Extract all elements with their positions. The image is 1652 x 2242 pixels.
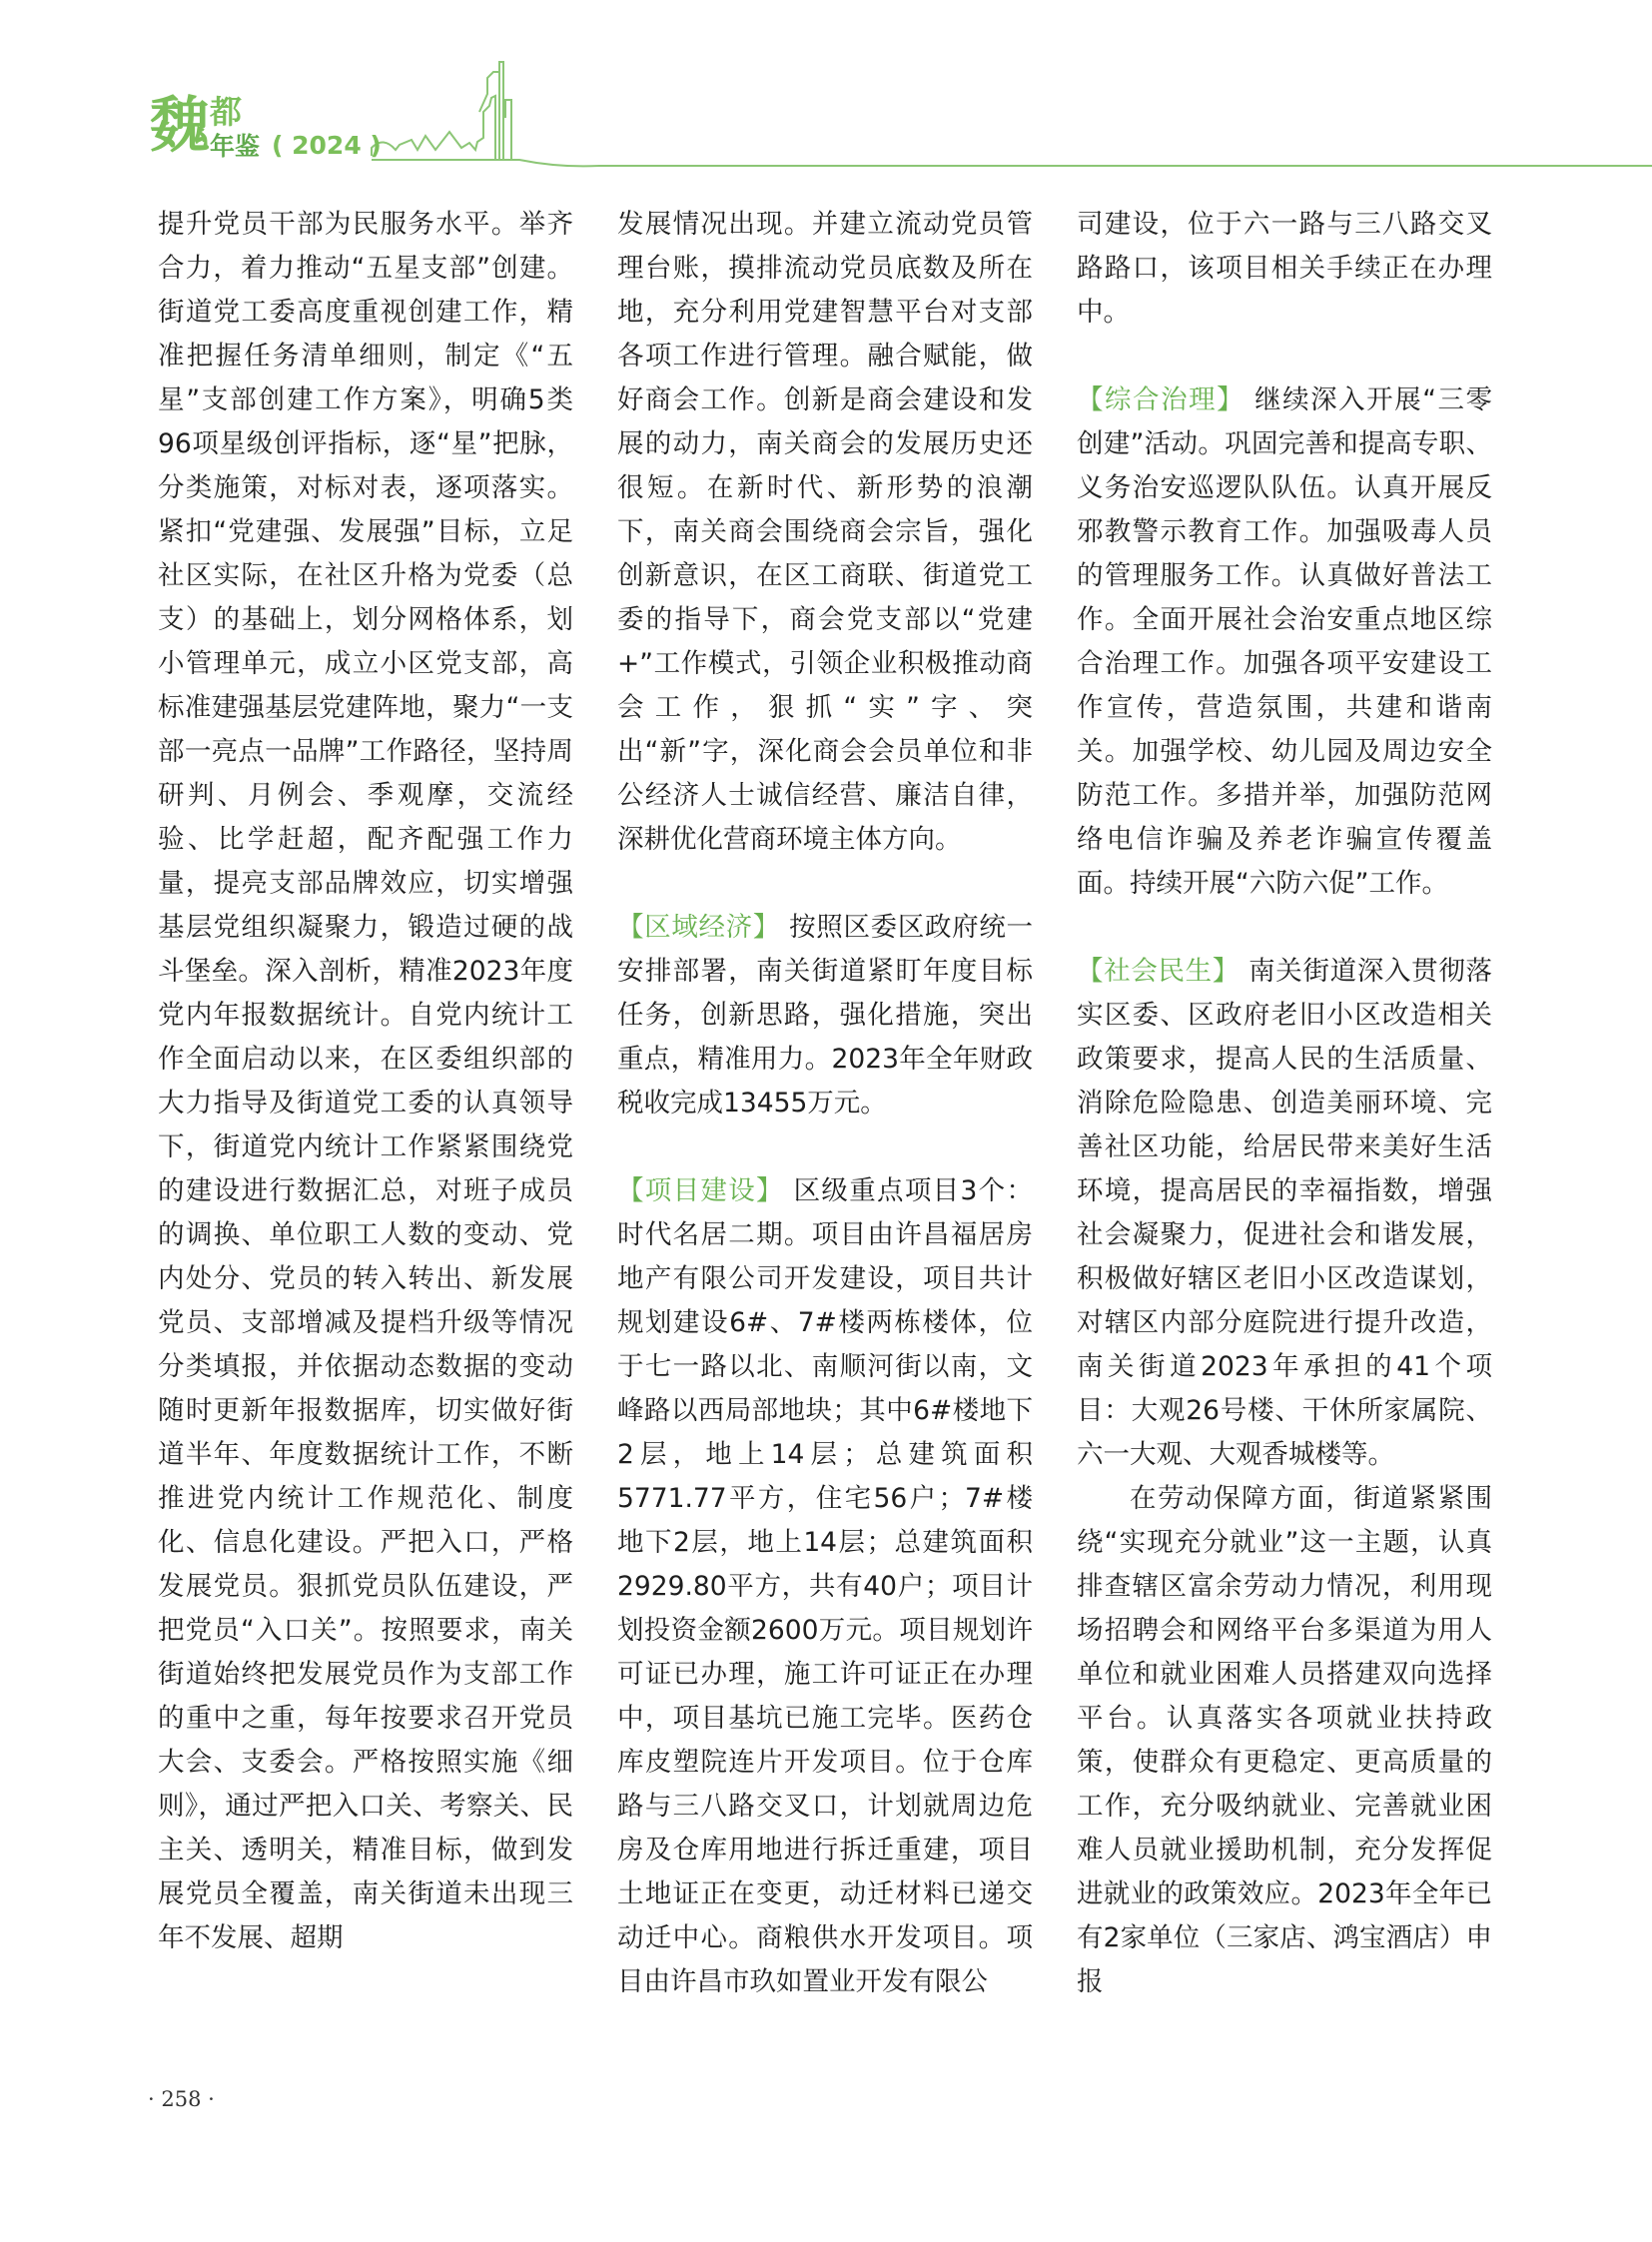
brand-wei-character: 魏 xyxy=(150,91,210,161)
section-text-comprehensive-governance: 继续深入开展“三零创建”活动。巩固完善和提高专职、义务治安巡逻队队伍。认真开展反邪教警示教育工作。加强吸毒人员的管理服务工作。认真做好普法工作。全面开展社会治安重点地区综合治理工作。加强各项平安建设工作宣传，营造氛围，共建和谐南关。加强学校、幼儿园及周边安全防范工作。多措并举，加强防范网络电信诈骗及养老诈骗宣传覆盖面。持续开展“六防六促”工作。 xyxy=(1077,384,1492,899)
section-text-project-construction: 区级重点项目3个：时代名居二期。项目由许昌福居房地产有限公司开发建设，项目共计规划建设6#、7#楼两栋楼体，位于七一路以北、南顺河街以南，文峰路以西局部地块；其中6#楼地下2层，地上14层；总建筑面积5771.77平方，住宅56户；7#楼地下2层，地上14层；总建筑面积2929.80平方，共有40户；项目计划投资金额2600万元。项目规划许可证已办理，施工许可证正在办理中，项目基坑已施工完毕。医药仓库皮塑院连片开发项目。位于仓库路与三八路交叉口，计划就周边危房及仓库用地进行拆迁重建，项目土地证正在变更，动迁材料已递交动迁中心。商粮供水开发项目。项目由许昌市玖如置业开发有限公 xyxy=(617,1175,1033,1997)
section-title-comprehensive-governance: 【综合治理】 xyxy=(1077,384,1245,415)
paragraph-gap xyxy=(617,862,1033,906)
paragraph-chamber-of-commerce: 发展情况出现。并建立流动党员管理台账，摸排流动党员底数及所在地，充分利用党建智慧平台对支部各项工作进行管理。融合赋能，做好商会工作。创新是商会建设和发展的动力，南关商会的发展历史还很短。在新时代、新形势的浪潮下，南关商会围绕商会宗旨，强化创新意识，在区工商联、街道党工委的指导下，商会党支部以“党建+”工作模式，引领企业积极推动商会工作，狠抓“实”字、突出“新”字，深化商会会员单位和非公经济人士诚信经营、廉洁自律，深耕优化营商环境主体方向。 xyxy=(617,209,1033,855)
page-header xyxy=(0,0,1652,190)
brand-yearbook-label: 年鉴 xyxy=(210,132,261,161)
skyline-decoration xyxy=(0,0,1652,190)
paragraph-gap xyxy=(1077,335,1492,378)
section-title-regional-economy: 【区域经济】 xyxy=(617,912,781,943)
text-column-middle xyxy=(617,203,1033,2004)
section-comprehensive-governance xyxy=(1077,378,1492,906)
text-column-left xyxy=(158,203,573,1960)
brand-du-character: 都 xyxy=(210,93,243,131)
section-title-project-construction: 【项目建设】 xyxy=(617,1175,784,1206)
section-text-social-livelihood: 南关街道深入贯彻落实区委、区政府老旧小区改造相关政策要求，提高人民的生活质量、消除危险隐患、创造美丽环境、完善社区功能，给居民带来美好生活环境，提高居民的幸福指数，增强社会凝聚力，促进社会和谐发展，积极做好辖区老旧小区改造谋划，对辖区内部分庭院进行提升改造，南关街道2023年承担的41个项目：大观26号楼、干休所家属院、六一大观、大观香城楼等。 xyxy=(1077,956,1493,1470)
paragraph-labor-security: 在劳动保障方面，街道紧紧围绕“实现充分就业”这一主题，认真排查辖区富余劳动力情况，利用现场招聘会和网络平台多渠道为用人单位和就业困难人员搭建双向选择平台。认真落实各项就业扶持政策，使群众有更稳定、更高质量的工作，充分吸纳就业、完善就业困难人员就业援助机制，充分发挥促进就业的政策效应。2023年全年已有2家单位（三家店、鸿宝酒店）申报 xyxy=(1077,1483,1492,1997)
paragraph-party-building: 提升党员干部为民服务水平。举齐合力，着力推动“五星支部”创建。街道党工委高度重视创建工作，精准把握任务清单细则，制定《“五星”支部创建工作方案》，明确5类96项星级创评指标，逐“星”把脉，分类施策，对标对表，逐项落实。紧扣“党建强、发展强”目标，立足社区实际，在社区升格为党委（总支）的基础上，划分网格体系，划小管理单元，成立小区党支部，高标准建强基层党建阵地，聚力“一支部一亮点一品牌”工作路径，坚持周研判、月例会、季观摩，交流经验、比学赶超，配齐配强工作力量，提亮支部品牌效应，切实增强基层党组织凝聚力，锻造过硬的战斗堡垒。深入剖析，精准2023年度党内年报数据统计。自党内统计工作全面启动以来，在区委组织部的大力指导及街道党工委的认真领导下，街道党内统计工作紧紧围绕党的建设进行数据汇总，对班子成员的调换、单位职工人数的变动、党内处分、党员的转入转出、新发展党员、支部增减及提档升级等情况分类填报，并依据动态数据的变动随时更新年报数据库，切实做好街道半年、年度数据统计工作，不断推进党内统计工作规范化、制度化、信息化建设。严把入口，严格发展党员。狠抓党员队伍建设，严把党员“入口关”。按照要求，南关街道始终把发展党员作为支部工作的重中之重，每年按要求召开党员大会、支委会。严格按照实施《细则》，通过严把入口关、考察关、民主关、透明关，精准目标，做到发展党员全覆盖，南关街道未出现三年不发展、超期 xyxy=(158,209,573,1953)
section-project-construction xyxy=(617,1169,1033,2004)
page-number: · 258 · xyxy=(148,2087,215,2111)
section-social-livelihood xyxy=(1077,950,1492,1477)
paragraph-project-continuation: 司建设，位于六一路与三八路交叉路路口，该项目相关手续正在办理中。 xyxy=(1077,209,1492,328)
section-title-social-livelihood: 【社会民生】 xyxy=(1077,956,1240,987)
paragraph-gap xyxy=(617,1125,1033,1169)
text-column-right xyxy=(1077,203,1492,2004)
section-text-regional-economy: 按照区委区政府统一安排部署，南关街道紧盯年度目标任务，创新思路，强化措施，突出重点，精准用力。2023年全年财政税收完成13455万元。 xyxy=(617,912,1034,1119)
paragraph-gap xyxy=(1077,906,1492,950)
section-regional-economy xyxy=(617,906,1033,1125)
brand-year-label: ( 2024 ) xyxy=(272,131,382,160)
